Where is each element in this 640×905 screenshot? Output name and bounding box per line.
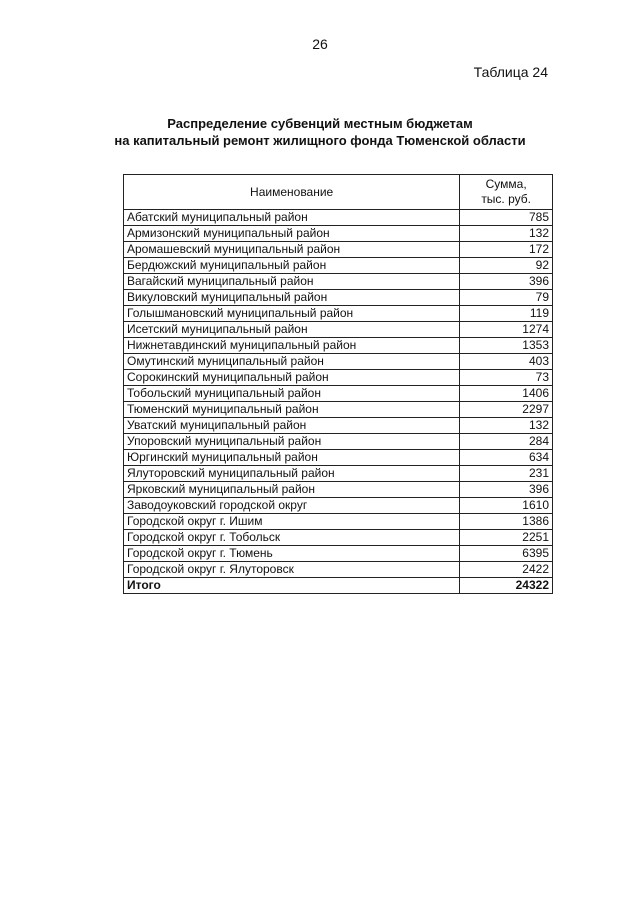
table-row [124,418,553,434]
header-sum [460,175,553,210]
table-row [124,242,553,258]
row-value: 92 [460,258,553,274]
table-row [124,546,553,562]
title-line-1: Распределение субвенций местным бюджетам [167,116,473,131]
row-name: Вагайский муниципальный район [124,274,460,290]
row-value: 6395 [460,546,553,562]
row-value: 1406 [460,386,553,402]
row-value: 172 [460,242,553,258]
row-value: 119 [460,306,553,322]
table-row [124,530,553,546]
title-line-2: на капитальный ремонт жилищного фонда Тюменской области [114,133,526,148]
total-label: Итого [124,578,460,594]
row-value: 73 [460,370,553,386]
table-row [124,466,553,482]
table-body [124,210,553,578]
row-name: Ярковский муниципальный район [124,482,460,498]
table-row [124,498,553,514]
row-value: 2422 [460,562,553,578]
subvention-table [123,174,553,594]
table-row [124,322,553,338]
row-value: 634 [460,450,553,466]
row-value: 79 [460,290,553,306]
row-value: 2251 [460,530,553,546]
header-sum-line-2: тыс. руб. [481,192,531,206]
row-name: Нижнетавдинский муниципальный район [124,338,460,354]
table-row [124,514,553,530]
row-value: 1274 [460,322,553,338]
table-row [124,370,553,386]
row-value: 132 [460,226,553,242]
row-name: Бердюжский муниципальный район [124,258,460,274]
row-name: Уватский муниципальный район [124,418,460,434]
row-name: Тобольский муниципальный район [124,386,460,402]
table-row [124,290,553,306]
table-row [124,482,553,498]
header-sum-line-1: Сумма, [485,177,527,191]
table-row [124,258,553,274]
row-name: Упоровский муниципальный район [124,434,460,450]
row-name: Аромашевский муниципальный район [124,242,460,258]
table-row [124,434,553,450]
row-name: Городской округ г. Ишим [124,514,460,530]
row-value: 284 [460,434,553,450]
total-value: 24322 [460,578,553,594]
table-row [124,306,553,322]
row-value: 396 [460,482,553,498]
table-row [124,386,553,402]
row-value: 1386 [460,514,553,530]
row-name: Юргинский муниципальный район [124,450,460,466]
row-value: 1353 [460,338,553,354]
row-name: Городской округ г. Тобольск [124,530,460,546]
table-row [124,402,553,418]
row-name: Сорокинский муниципальный район [124,370,460,386]
row-name: Городской округ г. Тюмень [124,546,460,562]
row-value: 231 [460,466,553,482]
row-name: Заводоуковский городской округ [124,498,460,514]
row-name: Армизонский муниципальный район [124,226,460,242]
table-row [124,226,553,242]
table-row [124,210,553,226]
row-value: 396 [460,274,553,290]
document-title [0,115,640,149]
row-name: Ялуторовский муниципальный район [124,466,460,482]
table-label: Таблица 24 [473,64,548,80]
row-value: 2297 [460,402,553,418]
row-value: 403 [460,354,553,370]
page-number: 26 [312,36,328,52]
table-row [124,450,553,466]
row-name: Тюменский муниципальный район [124,402,460,418]
table-row [124,338,553,354]
total-row [124,578,553,594]
row-name: Абатский муниципальный район [124,210,460,226]
table-row [124,354,553,370]
table-row [124,562,553,578]
row-value: 785 [460,210,553,226]
row-name: Исетский муниципальный район [124,322,460,338]
table-row [124,274,553,290]
row-value: 1610 [460,498,553,514]
header-name: Наименование [124,175,460,210]
row-name: Омутинский муниципальный район [124,354,460,370]
row-name: Голышмановский муниципальный район [124,306,460,322]
row-name: Викуловский муниципальный район [124,290,460,306]
row-value: 132 [460,418,553,434]
row-name: Городской округ г. Ялуторовск [124,562,460,578]
table-header-row [124,175,553,210]
